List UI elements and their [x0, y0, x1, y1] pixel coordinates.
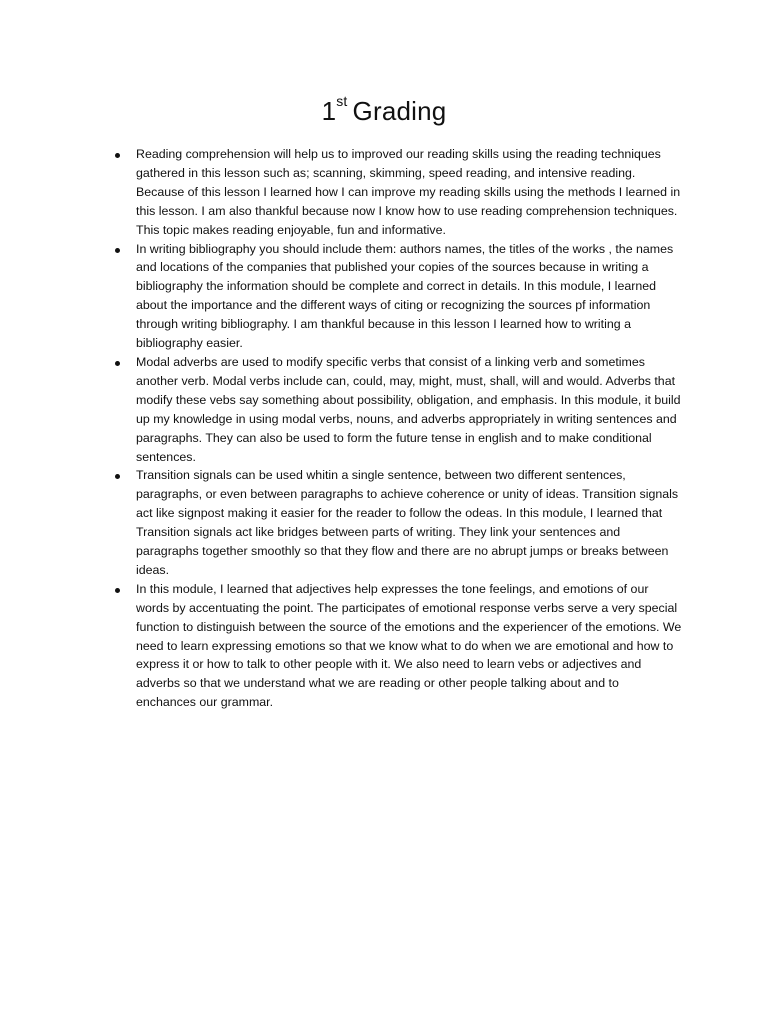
list-item	[112, 580, 682, 712]
bullet-icon	[115, 588, 120, 593]
list-item	[112, 145, 682, 240]
bullet-icon	[115, 474, 120, 479]
list-item-text: Reading comprehension will help us to improved our reading skills using the reading techniques gathered in this lesson such as; scanning, skimming, speed reading, and intensive reading. Because of this lesson I learned how I can improve my reading skills using the methods I learned in this lesson. I am also thankful because now I know how to use reading comprehension techniques. This topic makes reading enjoyable, fun and informative.	[136, 147, 681, 237]
title-ordinal-suffix: st	[336, 93, 348, 109]
reflection-list	[112, 145, 682, 712]
bullet-icon	[115, 248, 120, 253]
list-item	[112, 240, 682, 353]
list-item	[112, 466, 682, 579]
list-item	[112, 353, 682, 466]
title-word: Grading	[352, 96, 447, 126]
list-item-text: Modal adverbs are used to modify specific verbs that consist of a linking verb and sometimes another verb. Modal verbs include can, could, may, might, must, shall, will and would. Adverbs that modify these vebs say something about possibility, obligation, and emphasis. In this module, it build up my knowledge in using modal verbs, nouns, and adverbs appropriately in writing sentences and paragraphs. They can also be used to form the future tense in english and to make conditional sentences.	[136, 354, 681, 464]
bullet-icon	[115, 153, 120, 158]
title-number: 1	[321, 96, 337, 126]
list-item-text: In writing bibliography you should include them: authors names, the titles of the works , the names and locations of the companies that published your copies of the sources because in writing a bibliography the information should be complete and correct in details. In this module, I learned about the importance and the different ways of citing or recognizing the sources pf information through writing bibliography. I am thankful because in this lesson I learned how to writing a bibliography easier.	[136, 241, 674, 351]
list-item-text: Transition signals can be used whitin a single sentence, between two different sentences, paragraphs, or even between paragraphs to achieve coherence or unity of ideas. Transition signals act like signpost making it easier for the reader to follow the odeas. In this module, I learned that Transition signals act like bridges between parts of writing. They link your sentences and paragraphs together smoothly so that they flow and there are no abrupt jumps or breaks between ideas.	[136, 468, 679, 577]
bullet-icon	[115, 361, 120, 366]
page-title	[0, 93, 768, 127]
list-item-text: In this module, I learned that adjectives help expresses the tone feelings, and emotions of our words by accentuating the point. The participates of emotional response verbs serve a very special function to distinguish between the source of the emotions and the experiencer of the emotions. We need to learn expressing emotions so that we know what to do when we are emotional and how to express it or how to talk to other people with it. We also need to learn vebs or adjectives and adverbs so that we understand what we are reading or other people talking about and to enchances our grammar.	[136, 581, 682, 710]
